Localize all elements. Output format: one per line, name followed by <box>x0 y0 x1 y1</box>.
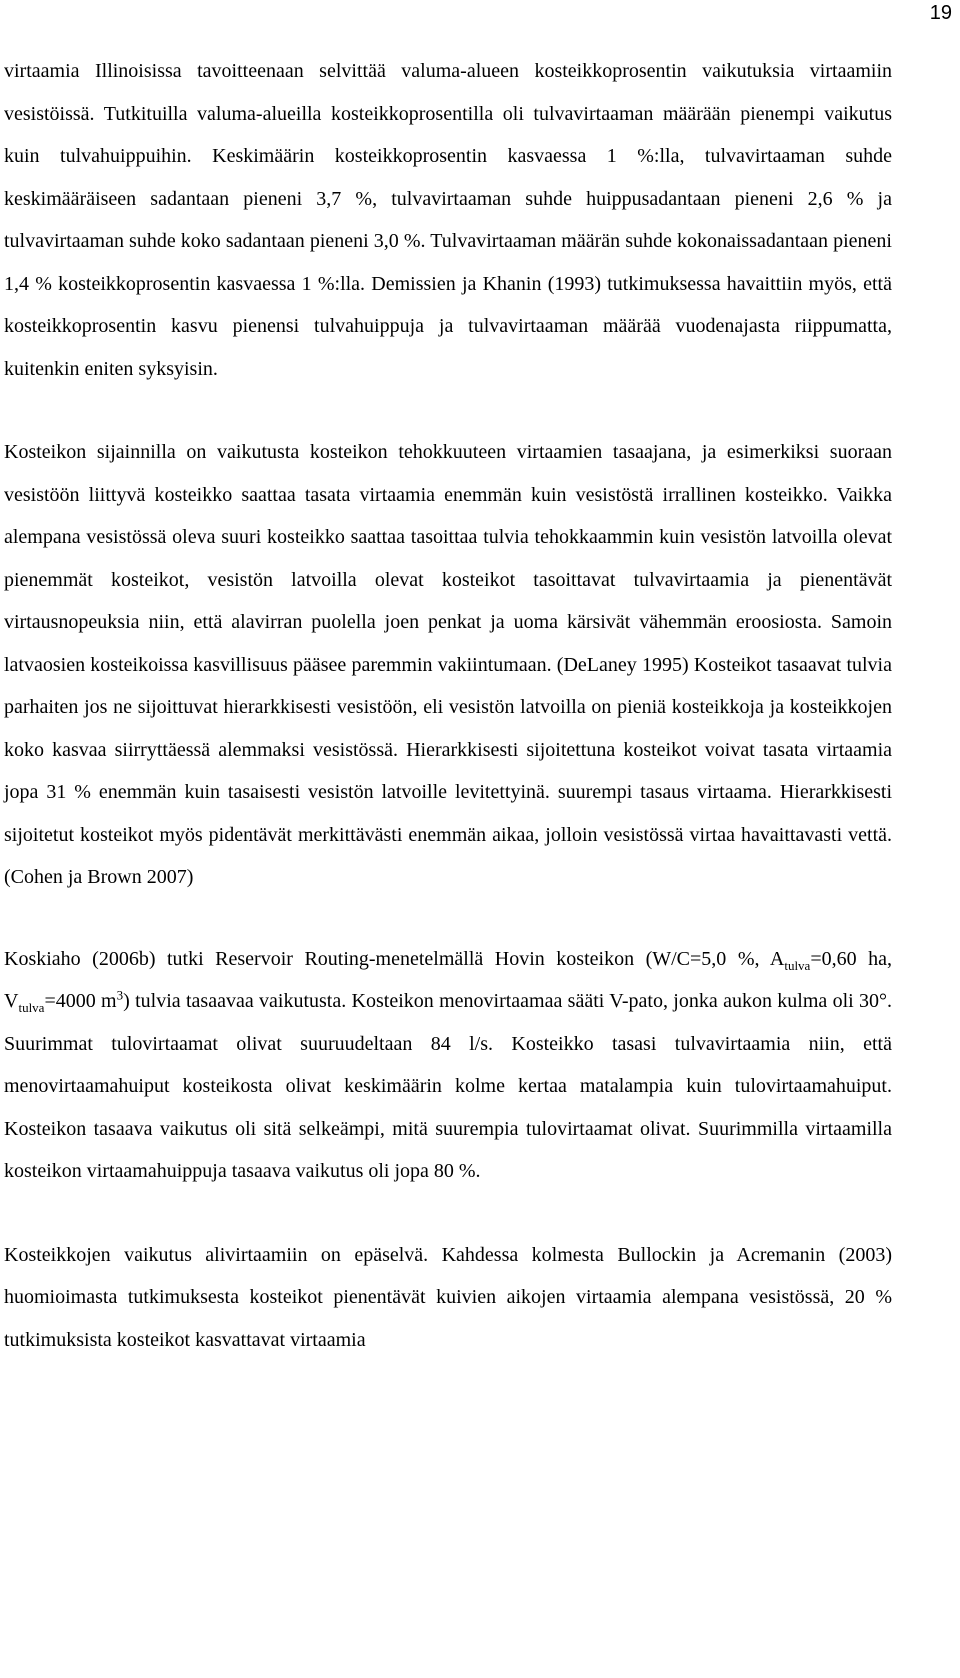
paragraph-low-flows: Kosteikkojen vaikutus alivirtaamiin on epäselvä. Kahdessa kolmesta Bullockin ja Acremanin (2003) huomioimasta tutkimuksesta kosteikot pienentävät kuivien aikojen virtaamia alempana vesistössä, 20 % tutkimuksista kosteikot kasvattavat virtaamia <box>4 1243 892 1351</box>
subscript-tulva-area: tulva <box>784 957 811 973</box>
page-number: 19 <box>929 2 952 24</box>
document-body <box>4 50 892 1361</box>
hovi-text-part-4: ) tulvia tasaavaa vaikutusta. Kosteikon menovirtaamaa sääti V-pato, jonka aukon kulma oli 30°. Suurimmat tulovirtaamat olivat suuruudeltaan 84 l/s. Kosteikko tasasi tulvavirtaamia niin, että menovirtaamahuiput kosteikosta olivat keskimäärin kolme kertaa matalampia kuin tulovirtaamahuiput. Kosteikon tasaava vaikutus oli sitä selkeämpi, mitä suurempia tulovirtaamat olivat. Suurimmilla virtaamilla kosteikon virtaamahuippuja tasaava vaikutus oli jopa 80 %. <box>4 990 893 1182</box>
hovi-text-part-1: Koskiaho (2006b) tutki Reservoir Routing-menetelmällä Hovin kosteikon (W/C=5,0 %, A <box>4 947 785 970</box>
hovi-text-part-2: =0,60 ha, V <box>4 947 892 1012</box>
paragraph-wetland-location: Kosteikon sijainnilla on vaikutusta kosteikon tehokkuuteen virtaamien tasaajana, ja esimerkiksi suoraan vesistöön liittyvä kosteikko saattaa tasata virtaamia enemmän kuin vesistöstä irrallinen kosteikko. Vaikka alempana vesistössä oleva suuri kosteikko saattaa tasoittaa tulvia tehokkaammin kuin vesistön latvoilla olevat pienemmät kosteikot, vesistön latvoilla olevat kosteikot tasoittavat tulvavirtaamia ja pienentävät virtausnopeuksia niin, että alavirran puolella joen penkat ja uoma kärsivät vähemmän eroosiosta. Samoin latvaosien kosteikoissa kasvillisuus pääsee paremmin vakiintumaan. (DeLaney 1995) Kosteikot tasaavat tulvia parhaiten jos ne sijoittuvat hierarkkisesti vesistöön, eli vesistön latvoilla on pieniä kosteikkoja ja kosteikkojen koko kasvaa siirryttäessä alemmaksi vesistössä. Hierarkkisesti sijoitettuna kosteikot voivat tasata virtaamia jopa 31 % enemmän kuin tasaisesti vesistön latvoille levitettyinä. suurempi tasaus virtaama. Hierarkkisesti sijoitetut kosteikot myös pidentävät merkittävästi enemmän aikaa, jolloin vesistössä virtaa havaittavasti vettä. (Cohen ja Brown 2007) <box>4 441 892 888</box>
subscript-tulva-volume: tulva <box>18 1000 45 1015</box>
hovi-text-part-3: =4000 m <box>44 990 117 1012</box>
paragraph-hovi-wetland <box>4 938 892 1193</box>
superscript-cubic: 3 <box>116 987 124 1003</box>
paragraph-illinois-study: virtaamia Illinoisissa tavoitteenaan selvittää valuma-alueen kosteikkoprosentin vaikutuksia virtaamiin vesistöissä. Tutkituilla valuma-alueilla kosteikkoprosentilla oli tulvavirtaaman määrään pienempi vaikutus kuin tulvahuippuihin. Keskimäärin kosteikkoprosentin kasvaessa 1 %:lla, tulvavirtaaman suhde keskimääräiseen sadantaan pieneni 3,7 %, tulvavirtaaman suhde huippusadantaan pieneni 2,6 % ja tulvavirtaaman suhde koko sadantaan pieneni 3,0 %. Tulvavirtaaman määrän suhde kokonaissadantaan pieneni 1,4 % kosteikkoprosentin kasvaessa 1 %:lla. Demissien ja Khanin (1993) tutkimuksessa havaittiin myös, että kosteikkoprosentin kasvu pienensi tulvahuippuja ja tulvavirtaaman määrää vuodenajasta riippumatta, kuitenkin eniten syksyisin. <box>4 60 892 380</box>
